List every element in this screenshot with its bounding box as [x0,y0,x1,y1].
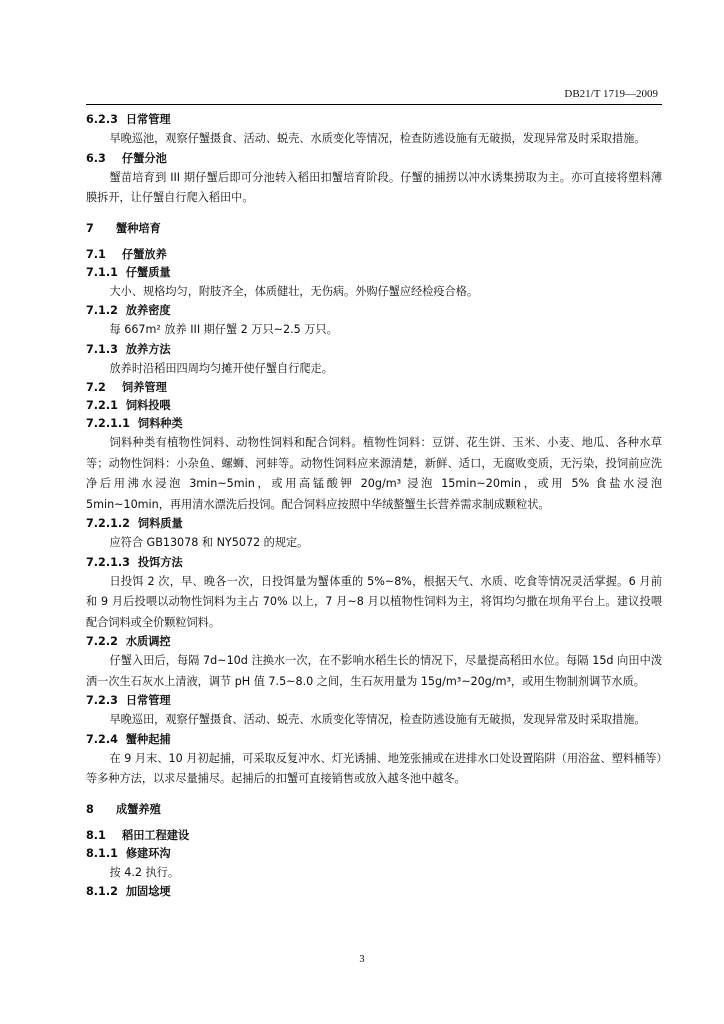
section-title: 饲料种类 [137,417,183,430]
section-heading [86,801,662,819]
section-heading [86,845,662,863]
section-heading [86,397,662,415]
body-paragraph: 早晚巡池，观察仔蟹摄食、活动、蜕壳、水质变化等情况，检查防逃设施有无破损，发现异常及时采取措施。 [109,132,646,145]
section-title: 饲料投喂 [125,399,171,412]
document-body [86,111,662,901]
section-title: 蟹种培育 [116,221,161,235]
body-paragraph: 每 667m² 放养 III 期仔蟹 2 万只~2.5 万只。 [109,323,338,336]
section-heading [86,731,662,749]
section-heading [86,111,662,129]
section-number: 7 [86,221,94,235]
section-title: 放养方法 [125,342,171,356]
body-paragraph: 应符合 GB13078 和 NY5072 的规定。 [109,536,309,549]
section-heading [86,692,662,710]
section-number: 8.1 [86,828,106,842]
body-paragraph: 饲料种类有植物性饲料、动物性饲料和配合饲料。植物性饲料：豆饼、花生饼、玉米、小麦、地瓜、各种水草等；动物性饲料：小杂鱼、螺蛳、河蚌等。动物性饲料应来源清楚，新鲜、适口，无腐败变质，无污染，投饲前应洗净后用沸水浸泡 3min~5min，或用高锰酸钾 20g/m³ 浸泡 15min~20min，或用 5% 食盐水浸泡 5min~10min，再用清水漂洗后投饲。配合饲料应按照中华绒螯蟹生长营养需求制成颗粒状。 [86,436,662,511]
body-paragraph: 蟹苗培育到 III 期仔蟹后即可分池转入稻田扣蟹培育阶段。仔蟹的捕捞以冲水诱集捞取为主。亦可直接将塑料薄膜拆开，让仔蟹自行爬入稻田中。 [86,170,662,204]
header-divider [86,104,662,105]
section-title: 放养密度 [125,304,171,317]
section-heading [86,515,662,533]
body-paragraph: 放养时沿稻田四周均匀摊开使仔蟹自行爬走。 [109,361,333,375]
section-number: 8.1.1 [86,846,118,860]
section-number: 6.3 [86,151,106,165]
section-heading [86,883,662,901]
section-title: 饲料质量 [137,517,183,530]
section-title: 稻田工程建设 [122,828,190,842]
section-heading [86,379,662,397]
section-title: 修建环沟 [125,846,171,860]
section-heading [86,302,662,320]
section-heading [86,827,662,845]
section-title: 日常管理 [125,113,171,126]
section-heading [86,415,662,433]
section-number: 7.2.1 [86,399,118,412]
page-number: 3 [359,954,365,965]
document-code: DB21/T 1719—2009 [564,88,658,100]
section-title: 仔蟹放养 [122,247,167,261]
section-number: 8.1.2 [86,885,118,898]
section-number: 7.1 [86,247,106,261]
body-paragraph: 大小、规格均匀，附肢齐全，体质健壮，无伤病。外购仔蟹应经检疫合格。 [109,284,479,298]
section-number: 7.2 [86,381,106,394]
section-number: 8 [86,802,94,816]
body-paragraph: 按 4.2 执行。 [109,865,179,879]
section-heading [86,150,662,168]
section-number: 7.2.1.1 [86,417,130,430]
body-paragraph: 仔蟹入田后，每隔 7d~10d 注换水一次，在不影响水稻生长的情况下，尽量提高稻田水位。每隔 15d 向田中泼洒一次生石灰水上清液，调节 pH 值 7.5~8.0 之间，生石灰用量为 15g/m³~20g/m³，或用生物制剂调节水质。 [86,654,662,688]
section-number: 7.1.2 [86,304,118,317]
section-title: 饲养管理 [122,381,167,394]
section-heading [86,220,662,238]
section-number: 7.2.3 [86,694,118,707]
section-number: 7.2.4 [86,732,118,746]
section-heading [86,633,662,651]
body-paragraph: 早晚巡田，观察仔蟹摄食、活动、蜕壳、水质变化等情况，检查防逃设施有无破损，发现异常及时采取措施。 [109,713,646,726]
body-paragraph: 在 9 月末、10 月初起捕，可采取反复冲水、灯光诱捕、地笼张捕或在进排水口处设置陷阱（用浴盆、塑料桶等）等多种方法，以求尽量捕尽。起捕后的扣蟹可直接销售或放入越冬池中越冬。 [86,751,662,785]
section-title: 加固埝埂 [125,885,171,898]
section-title: 投饵方法 [137,555,183,569]
body-paragraph: 日投饵 2 次，早、晚各一次，日投饵量为蟹体重的 5%~8%，根据天气、水质、吃食等情况灵活掌握。6 月前和 9 月后投喂以动物性饲料为主占 70% 以上，7 月~8 月以植物性饲料为主，将饵均匀撒在坝角平台上。建议投喂配合饲料或全价颗粒饲料。 [86,574,662,629]
section-title: 仔蟹分池 [122,151,167,165]
section-number: 7.1.1 [86,265,118,279]
section-heading [86,246,662,264]
section-heading [86,341,662,359]
section-number: 7.2.2 [86,635,118,648]
section-title: 成蟹养殖 [116,802,161,816]
section-number: 7.2.1.3 [86,555,130,569]
section-heading [86,264,662,282]
section-title: 水质调控 [125,635,171,648]
section-title: 日常管理 [125,694,171,707]
section-title: 蟹种起捕 [125,732,171,746]
section-number: 7.1.3 [86,342,118,356]
section-title: 仔蟹质量 [125,265,171,279]
section-heading [86,554,662,572]
section-number: 6.2.3 [86,113,118,126]
section-number: 7.2.1.2 [86,517,130,530]
